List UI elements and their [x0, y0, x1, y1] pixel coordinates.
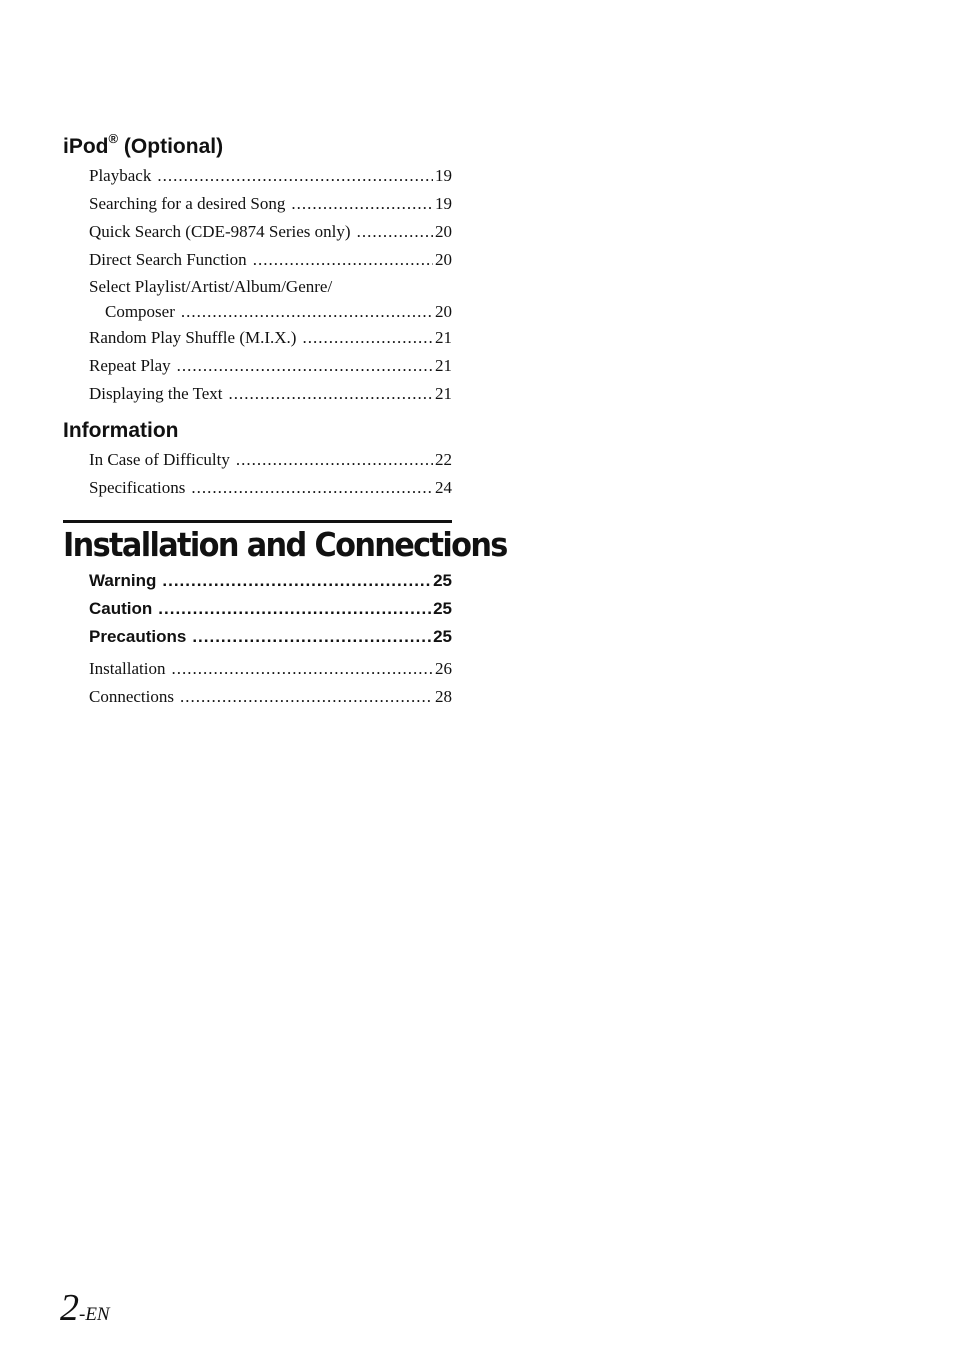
page-language-suffix: -EN — [79, 1304, 110, 1325]
heading-text: iPod — [63, 135, 109, 158]
registered-mark: ® — [108, 131, 119, 146]
entry-title: Precautions — [89, 627, 187, 646]
entry-title: Installation — [89, 659, 166, 678]
entry-page: 28 — [435, 687, 452, 706]
entry-title: Direct Search Function — [89, 250, 247, 269]
entry-page: 24 — [435, 478, 452, 497]
entry-page: 25 — [433, 599, 452, 618]
entry-title: Specifications — [89, 478, 186, 497]
entry-page: 21 — [435, 328, 452, 347]
toc-entry-specifications[interactable] — [89, 474, 452, 502]
leader-dots — [157, 162, 433, 190]
leader-dots — [177, 352, 433, 380]
section-heading-ipod — [63, 132, 452, 162]
entry-page: 20 — [435, 302, 452, 321]
entry-list-information — [63, 446, 452, 502]
entry-title: Caution — [89, 599, 153, 618]
entry-page: 19 — [435, 194, 452, 213]
entry-title: Repeat Play — [89, 356, 171, 375]
toc-entry-warning[interactable] — [89, 567, 452, 595]
leader-dots — [229, 380, 433, 408]
toc-entry-playback[interactable] — [89, 162, 452, 190]
toc-entry-select-playlist[interactable] — [89, 274, 452, 324]
entry-page: 25 — [433, 627, 452, 646]
leader-dots — [191, 474, 433, 502]
toc-entry-caution[interactable] — [89, 595, 452, 623]
section-installation — [63, 520, 507, 711]
page-number: 2 — [60, 1287, 79, 1329]
leader-dots — [162, 567, 431, 595]
toc-entry-difficulty[interactable] — [89, 446, 452, 474]
leader-dots — [302, 324, 433, 352]
entry-page: 21 — [435, 384, 452, 403]
section-information — [63, 416, 452, 502]
entry-page: 20 — [435, 250, 452, 269]
entry-title-line2: Composer — [105, 302, 175, 321]
entry-title: Random Play Shuffle (M.I.X.) — [89, 328, 297, 347]
leader-dots — [171, 655, 433, 683]
heading-suffix: (Optional) — [118, 135, 224, 158]
leader-dots — [180, 683, 433, 711]
major-heading-installation: Installation and Connections — [63, 525, 507, 564]
entry-list-installation-bold — [63, 567, 452, 651]
leader-dots — [158, 595, 431, 623]
entry-title: In Case of Difficulty — [89, 450, 230, 469]
entry-page: 21 — [435, 356, 452, 375]
toc-entry-quick-search[interactable] — [89, 218, 452, 246]
toc-entry-installation[interactable] — [89, 655, 452, 683]
entry-page: 25 — [433, 571, 452, 590]
leader-dots — [236, 446, 433, 474]
toc-entry-random-play[interactable] — [89, 324, 452, 352]
toc-entry-searching[interactable] — [89, 190, 452, 218]
entry-page: 22 — [435, 450, 452, 469]
toc-entry-direct-search[interactable] — [89, 246, 452, 274]
toc-entry-repeat-play[interactable] — [89, 352, 452, 380]
leader-dots — [357, 218, 433, 246]
leader-dots — [291, 190, 433, 218]
entry-title: Displaying the Text — [89, 384, 223, 403]
section-heading-information: Information — [63, 419, 179, 442]
entry-page: 19 — [435, 166, 452, 185]
leader-dots — [192, 623, 431, 651]
entry-page: 20 — [435, 222, 452, 241]
leader-dots — [181, 299, 433, 324]
toc-entry-precautions[interactable] — [89, 623, 452, 651]
entry-title: Quick Search (CDE-9874 Series only) — [89, 222, 351, 241]
toc-entry-connections[interactable] — [89, 683, 452, 711]
entry-title: Playback — [89, 166, 152, 185]
toc-entry-displaying-text[interactable] — [89, 380, 452, 408]
entry-title: Connections — [89, 687, 174, 706]
entry-list-ipod — [63, 162, 452, 408]
entry-list-installation — [63, 655, 452, 711]
table-of-contents — [63, 131, 507, 711]
entry-title: Warning — [89, 571, 157, 590]
section-ipod — [63, 132, 452, 408]
entry-title: Searching for a desired Song — [89, 194, 286, 213]
page-footer — [60, 1286, 110, 1330]
entry-page: 26 — [435, 659, 452, 678]
leader-dots — [253, 246, 433, 274]
entry-title-line2-row — [89, 299, 452, 324]
entry-title-line1: Select Playlist/Artist/Album/Genre/ — [89, 277, 333, 296]
